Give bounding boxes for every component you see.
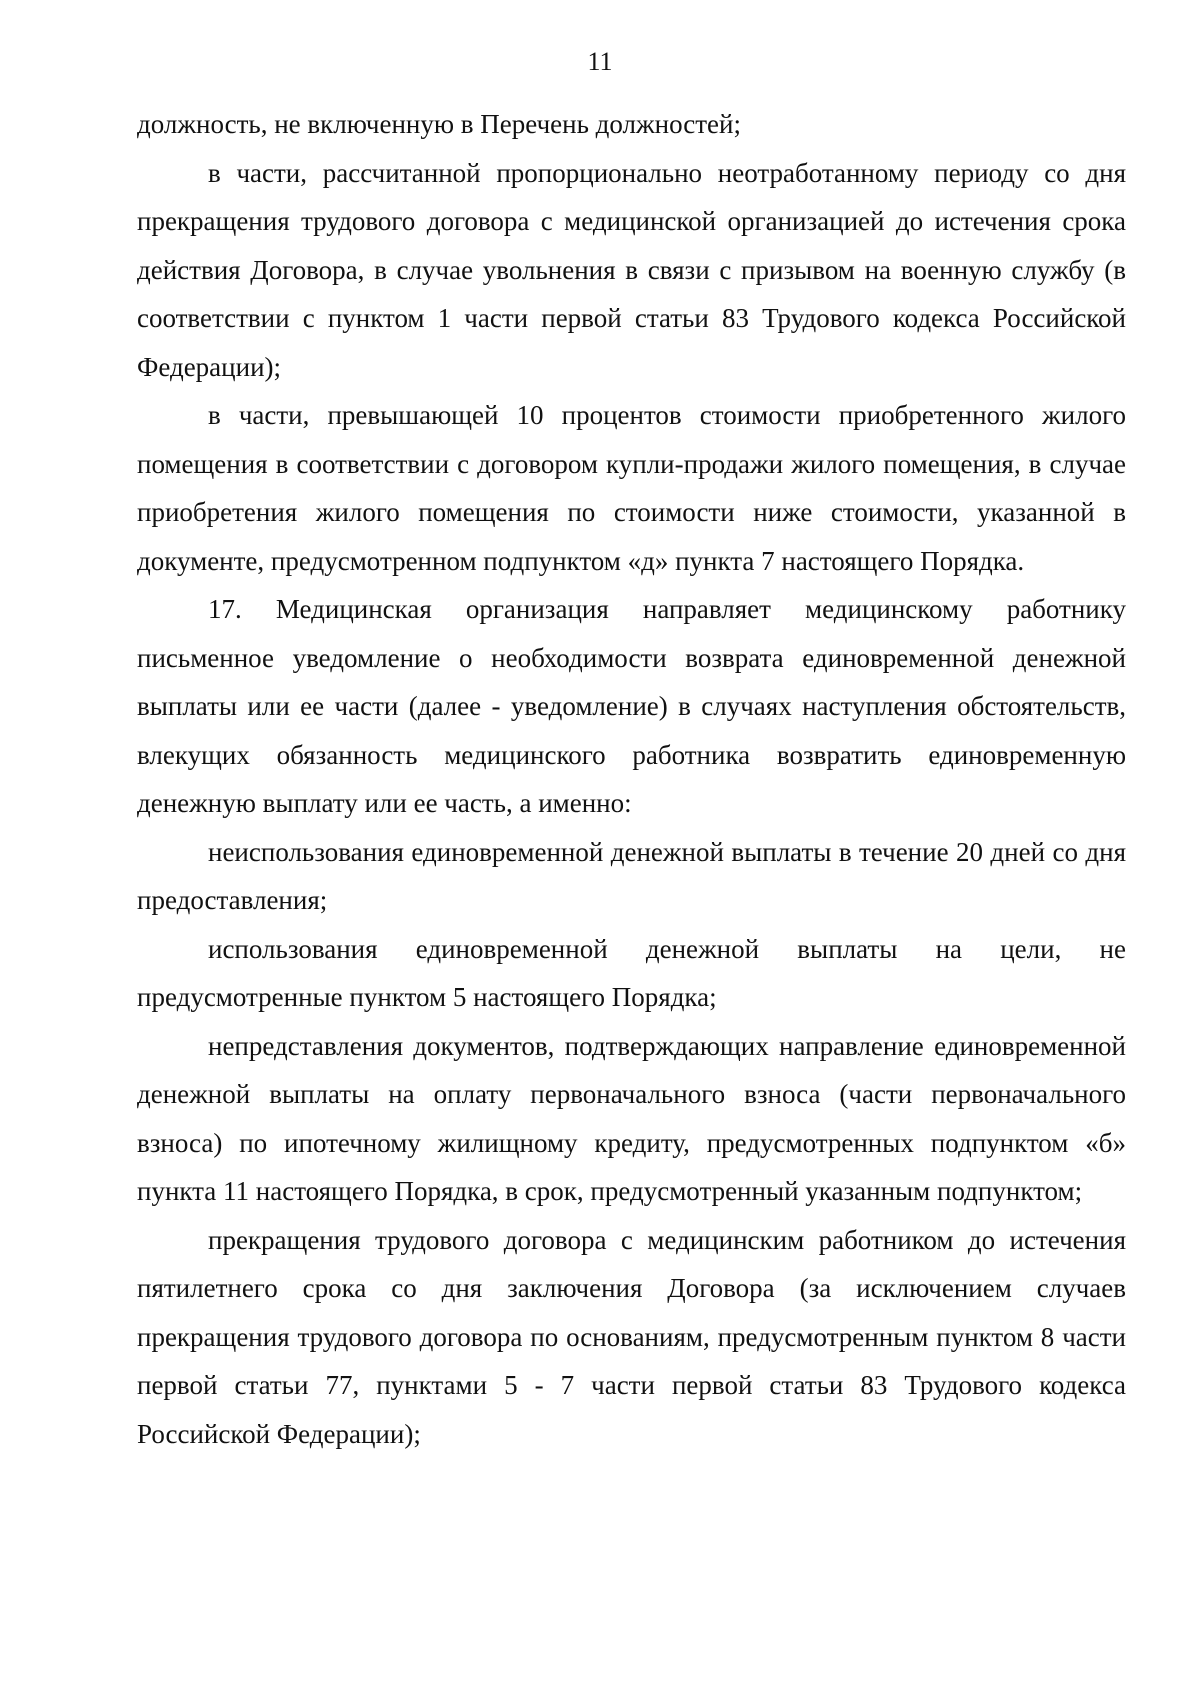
document-body xyxy=(137,100,1126,1458)
paragraph-housing-cost: в части, превышающей 10 процентов стоимости приобретенного жилого помещения в соответствии с договором купли-продажи жилого помещения, в случае приобретения жилого помещения по стоимости ниже стоимости, указанной в документе, предусмотренном подпунктом «д» пункта 7 настоящего Порядка. xyxy=(137,400,1126,576)
paragraph-clause-17: 17. Медицинская организация направляет медицинскому работнику письменное уведомление о необходимости возврата единовременной денежной выплаты или ее части (далее - уведомление) в случаях наступления обстоятельств, влекущих обязанность медицинского работника возвратить единовременную денежную выплату или ее часть, а именно: xyxy=(137,594,1126,818)
paragraph-non-use: неиспользования единовременной денежной выплаты в течение 20 дней со дня предоставления; xyxy=(137,836,1126,915)
page-number: 11 xyxy=(587,47,613,76)
paragraph-misuse: использования единовременной денежной выплаты на цели, не предусмотренные пунктом 5 настоящего Порядка; xyxy=(137,933,1126,1012)
paragraph-military-service: в части, рассчитанной пропорционально неотработанному периоду со дня прекращения трудового договора с медицинской организацией до истечения срока действия Договора, в случае увольнения в связи с призывом на военную службу (в соответствии с пунктом 1 части первой статьи 83 Трудового кодекса Российской Федерации); xyxy=(137,157,1126,382)
paragraph-contract-termination: прекращения трудового договора с медицинским работником до истечения пятилетнего срока со дня заключения Договора (за исключением случаев прекращения трудового договора по основаниям, предусмотренным пунктом 8 части первой статьи 77, пунктами 5 - 7 части первой статьи 83 Трудового кодекса Российской Федерации); xyxy=(137,1224,1126,1449)
paragraph-continuation: должность, не включенную в Перечень должностей; xyxy=(137,109,741,139)
paragraph-no-documents: непредставления документов, подтверждающих направление единовременной денежной выплаты на оплату первоначального взноса (части первоначального взноса) по ипотечному жилищному кредиту, предусмотренных подпунктом «б» пункта 11 настоящего Порядка, в срок, предусмотренный указанным подпунктом; xyxy=(137,1030,1126,1206)
